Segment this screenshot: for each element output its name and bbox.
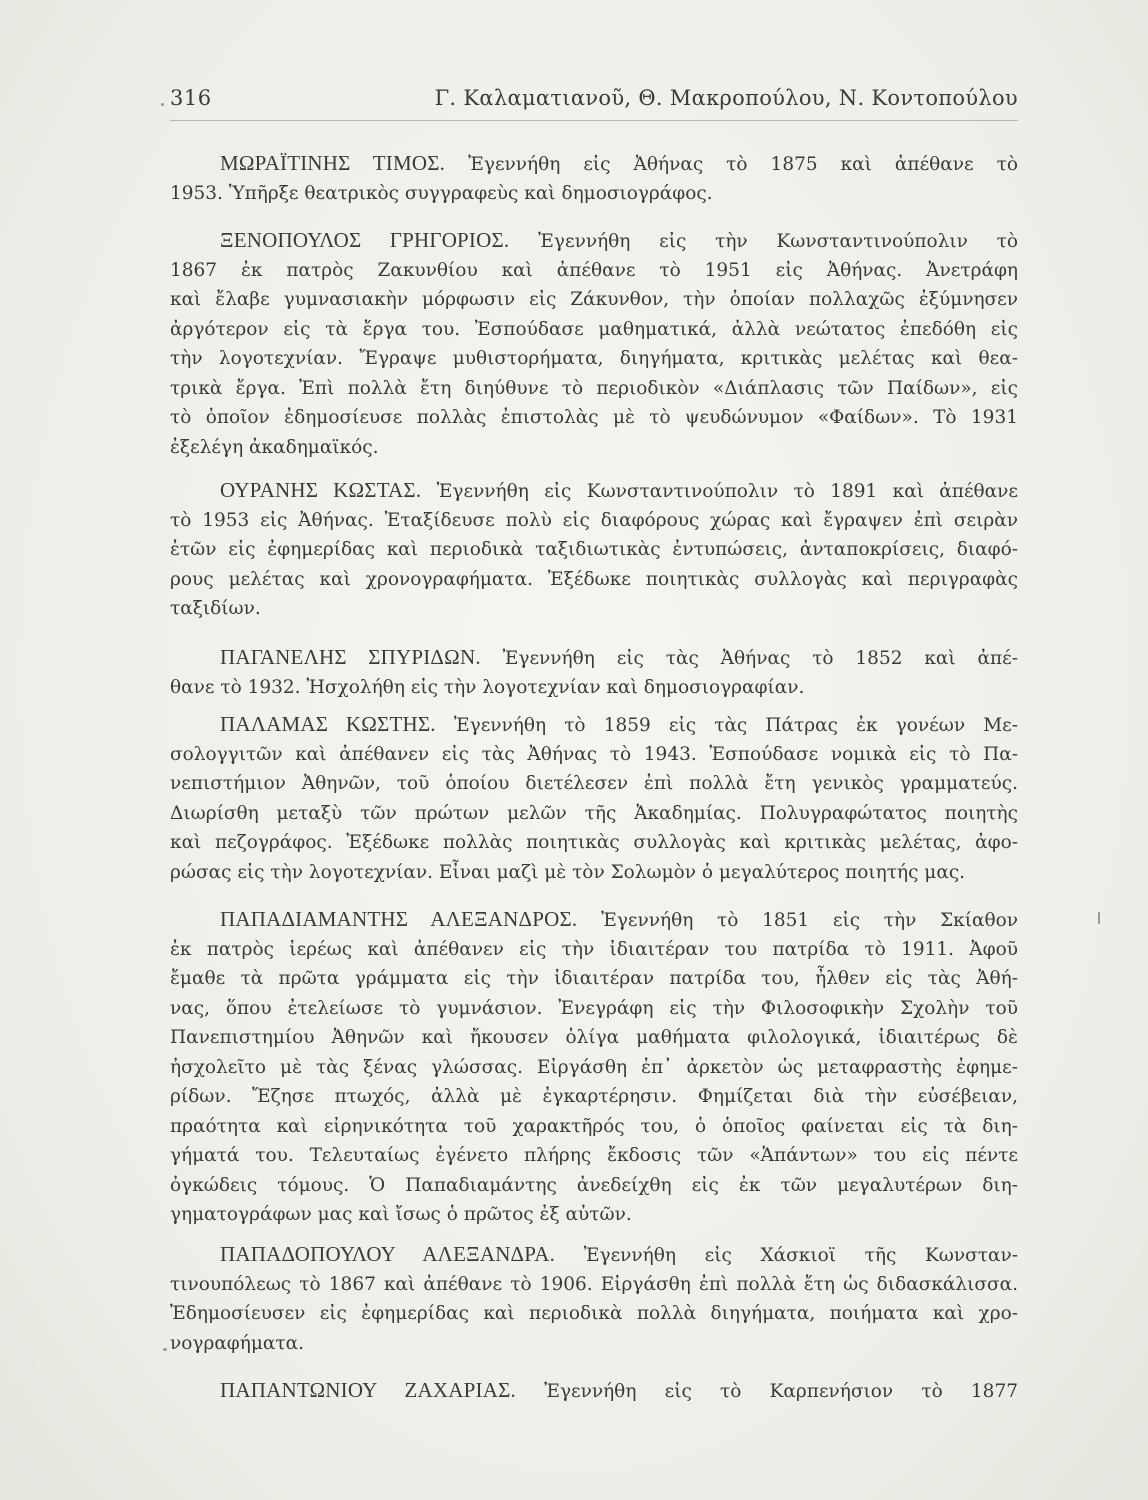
- entry-name: ΟΥΡΑΝΗΣ ΚΩΣΤΑΣ.: [220, 478, 422, 502]
- entry-line: 1953. Ὑπῆρξε θεατρικὸς συγγραφεὺς καὶ δημοσιογράφος.: [170, 182, 713, 204]
- entry-name: ΠΑΛΑΜΑΣ ΚΩΣΤΗΣ.: [220, 712, 436, 736]
- page-number: 316: [170, 86, 212, 110]
- entry-line: Πανεπιστημίου Ἀθηνῶν καὶ ἤκουσεν ὀλίγα μαθήματα φιλολογικά, ἰδιαιτέρως δὲ: [170, 1027, 1018, 1048]
- entry-papadopoulou: [170, 1240, 1018, 1358]
- entry-papadiamantis: [170, 905, 1018, 1230]
- entry-line: τὸ 1953 εἰς Ἀθήνας. Ἐταξίδευσε πολὺ εἰς διαφόρους χώρας καὶ ἔγραψεν ἐπὶ σειρὰν: [170, 509, 1018, 531]
- entry-line: ἐξελέγη ἀκαδημαϊκός.: [170, 436, 379, 458]
- entry-line: γήματά του. Τελευταίως ἐγένετο πλήρης ἔκδοσις τῶν «Ἁπάντων» του εἰς πέντε: [170, 1145, 1018, 1166]
- page-header: [170, 86, 1018, 116]
- entry-line: τρικὰ ἔργα. Ἐπὶ πολλὰ ἔτη διηύθυνε τὸ περιοδικὸν «Διάπλασις τῶν Παίδων», εἰς: [170, 377, 1018, 399]
- running-head: Γ. Καλαματιανοῦ, Θ. Μακροπούλου, Ν. Κοντοπούλου: [434, 86, 1018, 110]
- entry-line: ρους μελέτας καὶ χρονογραφήματα. Ἐξέδωκε ποιητικὰς συλλογὰς καὶ περιγραφὰς: [170, 568, 1018, 590]
- entry-line: νογραφήματα.: [170, 1332, 304, 1354]
- entry-text: Ἐγεννήθη εἰς Χάσκιοϊ τῆς Κωνσταν-: [583, 1245, 1018, 1266]
- entry-first-line: [170, 149, 1018, 179]
- entry-text: Ἐγεννήθη εἰς τὴν Κωνσταντινούπολιν τὸ: [538, 231, 1018, 252]
- entry-line: ρώσας εἰς τὴν λογοτεχνίαν. Εἶναι μαζὶ μὲ τὸν Σολωμὸν ὁ μεγαλύτερος ποιητής μας.: [170, 861, 966, 883]
- entry-line: τὴν λογοτεχνίαν. Ἔγραψε μυθιστορήματα, διηγήματα, κριτικὰς μελέτας καὶ θεα-: [170, 348, 1018, 369]
- entry-line: Διωρίσθη μεταξὺ τῶν πρώτων μελῶν τῆς Ἀκαδημίας. Πολυγραφώτατος ποιητὴς: [170, 802, 1018, 824]
- entry-text: Ἐγεννήθη τὸ 1851 εἰς τὴν Σκίαθον: [601, 910, 1018, 931]
- entry-paganelis: [170, 643, 1018, 702]
- entry-line: ταξιδίων.: [170, 598, 261, 619]
- entry-first-line: [170, 1240, 1018, 1270]
- entry-line: θανε τὸ 1932. Ἠσχολήθη εἰς τὴν λογοτεχνίαν καὶ δημοσιογραφίαν.: [170, 676, 805, 698]
- entry-name: ΠΑΠΑΝΤΩΝΙΟΥ ΖΑΧΑΡΙΑΣ.: [220, 1378, 516, 1402]
- entry-line: νας, ὅπου ἐτελείωσε τὸ γυμνάσιον. Ἐνεγράφη εἰς τὴν Φιλοσοφικὴν Σχολὴν τοῦ: [170, 997, 1018, 1019]
- entry-first-line: [170, 476, 1018, 506]
- entry-name: ΜΩΡΑΪΤΙΝΗΣ ΤΙΜΟΣ.: [220, 151, 446, 175]
- scan-speck: [1098, 912, 1100, 924]
- entry-first-line: [170, 1376, 1018, 1406]
- entry-palamas: [170, 710, 1018, 887]
- entry-line: ὀγκώδεις τόμους. Ὁ Παπαδιαμάντης ἀνεδείχθη εἰς ἐκ τῶν μεγαλυτέρων διη-: [170, 1174, 1018, 1196]
- entry-text: Ἐγεννήθη εἰς τὰς Ἀθήνας τὸ 1852 καὶ ἀπέ-: [502, 648, 1018, 669]
- entry-line: ρίδων. Ἔζησε πτωχός, ἀλλὰ μὲ ἐγκαρτέρησιν. Φημίζεται διὰ τὴν εὐσέβειαν,: [170, 1086, 1018, 1107]
- entry-line: ἐτῶν εἰς ἐφημερίδας καὶ περιοδικὰ ταξιδιωτικὰς ἐντυπώσεις, ἀνταποκρίσεις, διαφό-: [170, 539, 1018, 560]
- entry-text: Ἐγεννήθη εἰς Ἀθήνας τὸ 1875 καὶ ἀπέθανε τὸ: [468, 154, 1018, 175]
- entry-xenopoulos: [170, 226, 1018, 462]
- entry-name: ΠΑΠΑΔΟΠΟΥΛΟΥ ΑΛΕΞΑΝΔΡΑ.: [220, 1242, 556, 1266]
- entry-moraitinis: [170, 149, 1018, 208]
- entry-first-line: [170, 226, 1018, 256]
- scan-speck: [163, 1348, 167, 1351]
- entry-line: τὸ ὁποῖον ἐδημοσίευσε πολλὰς ἐπιστολὰς μὲ τὸ ψευδώνυμον «Φαίδων». Τὸ 1931: [170, 407, 1018, 428]
- entry-line: Ἐδημοσίευσεν εἰς ἐφημερίδας καὶ περιοδικὰ πολλὰ διηγήματα, ποιήματα καὶ χρο-: [170, 1303, 1018, 1324]
- entry-line: καὶ ἔλαβε γυμνασιακὴν μόρφωσιν εἰς Ζάκυνθον, τὴν ὁποίαν πολλαχῶς ἐξύμνησεν: [170, 289, 1018, 310]
- entry-line: νεπιστήμιον Ἀθηνῶν, τοῦ ὁποίου διετέλεσεν ἐπὶ πολλὰ ἔτη γενικὸς γραμματεύς.: [170, 773, 1018, 794]
- entry-line: σολογγιτῶν καὶ ἀπέθανεν εἰς τὰς Ἀθήνας τὸ 1943. Ἐσπούδασε νομικὰ εἰς τὸ Πα-: [170, 743, 1018, 765]
- entry-line: ἔμαθε τὰ πρῶτα γράμματα εἰς τὴν ἰδιαιτέραν πατρίδα του, ἦλθεν εἰς τὰς Ἀθή-: [170, 968, 1018, 989]
- entry-name: ΞΕΝΟΠΟΥΛΟΣ ΓΡΗΓΟΡΙΟΣ.: [220, 228, 510, 252]
- entry-line: γηματογράφων μας καὶ ἴσως ὁ πρῶτος ἐξ αὐτῶν.: [170, 1204, 632, 1225]
- scan-speck: [161, 103, 164, 106]
- entry-ouranis: [170, 476, 1018, 624]
- entry-line: ἐκ πατρὸς ἱερέως καὶ ἀπέθανεν εἰς τὴν ἰδιαιτέραν του πατρίδα τὸ 1911. Ἀφοῦ: [170, 938, 1018, 960]
- entry-line: ἀργότερον εἰς τὰ ἔργα του. Ἐσπούδασε μαθηματικά, ἀλλὰ νεώτατος ἐπεδόθη εἰς: [170, 318, 1018, 340]
- entry-line: ἠσχολεῖτο μὲ τὰς ξένας γλώσσας. Εἰργάσθη ἐπ᾽ ἀρκετὸν ὡς μεταφραστὴς ἐφημε-: [170, 1056, 1018, 1078]
- entry-first-line: [170, 643, 1018, 673]
- entry-first-line: [170, 710, 1018, 740]
- entry-first-line: [170, 905, 1018, 935]
- entry-text: Ἐγεννήθη εἰς τὸ Καρπενήσιον τὸ 1877: [544, 1381, 1018, 1402]
- entry-line: πραότητα καὶ εἰρηνικότητα τοῦ χαρακτῆρός του, ὁ ὁποῖος φαίνεται εἰς τὰ διη-: [170, 1115, 1018, 1137]
- entry-name: ΠΑΓΑΝΕΛΗΣ ΣΠΥΡΙΔΩΝ.: [220, 645, 481, 669]
- entry-name: ΠΑΠΑΔΙΑΜΑΝΤΗΣ ΑΛΕΞΑΝΔΡΟΣ.: [220, 907, 578, 931]
- entry-line: τινουπόλεως τὸ 1867 καὶ ἀπέθανε τὸ 1906. Εἰργάσθη ἐπὶ πολλὰ ἔτη ὡς διδασκάλισσα.: [170, 1273, 1018, 1295]
- entry-text: Ἐγεννήθη τὸ 1859 εἰς τὰς Πάτρας ἐκ γονέων Με-: [453, 715, 1018, 736]
- header-rule: [170, 120, 1018, 121]
- entry-text: Ἐγεννήθη εἰς Κωνσταντινούπολιν τὸ 1891 καὶ ἀπέθανε: [436, 481, 1018, 502]
- entry-papantoniou: [170, 1376, 1018, 1406]
- entry-line: καὶ πεζογράφος. Ἐξέδωκε πολλὰς ποιητικὰς συλλογὰς καὶ κριτικὰς μελέτας, ἀφο-: [170, 832, 1018, 853]
- entry-line: 1867 ἐκ πατρὸς Ζακυνθίου καὶ ἀπέθανε τὸ 1951 εἰς Ἀθήνας. Ἀνετράφη: [170, 259, 1018, 281]
